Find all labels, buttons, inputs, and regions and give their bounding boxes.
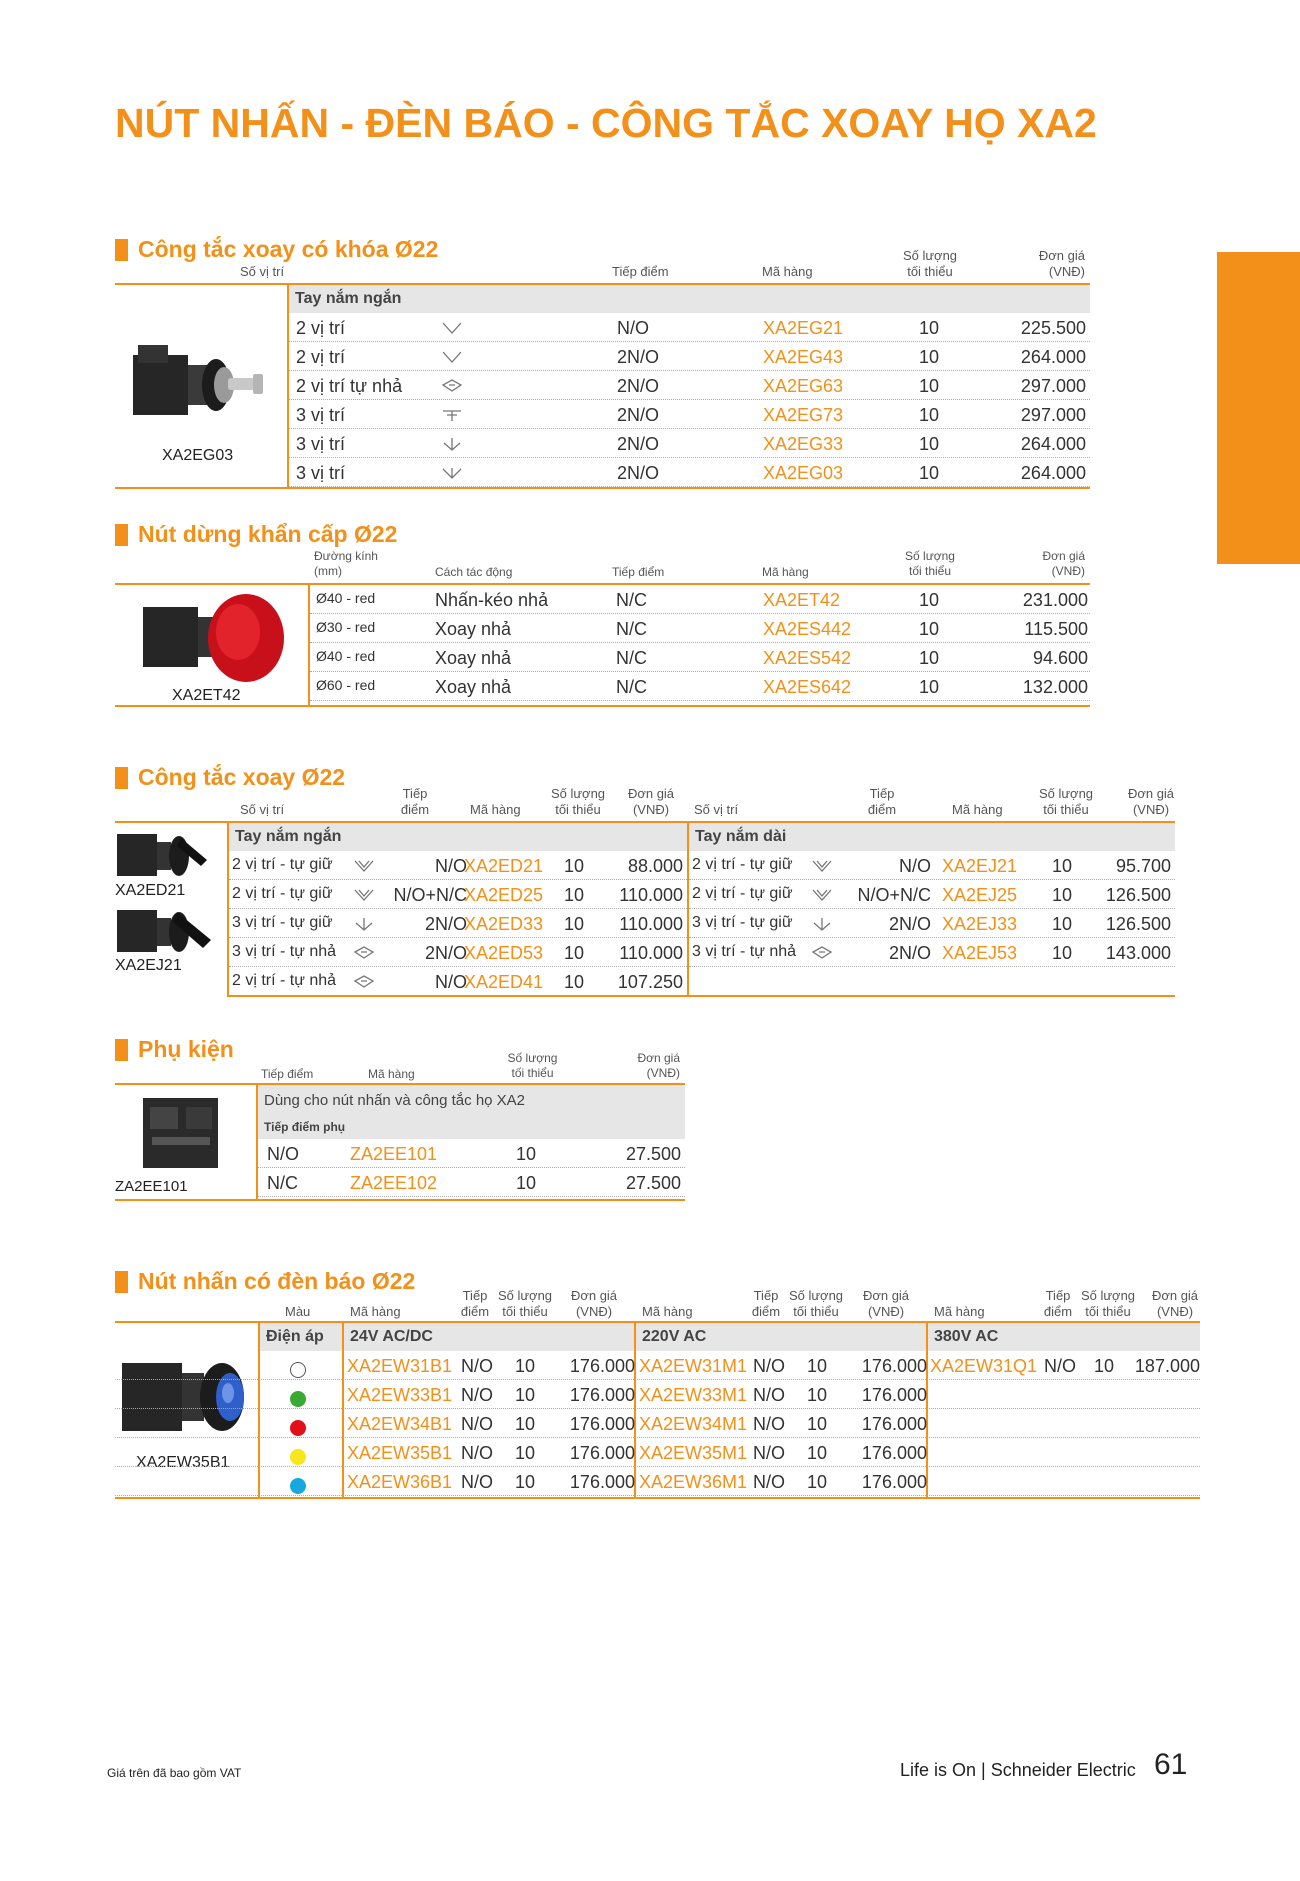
col-header-code: Mã hàng <box>762 264 813 279</box>
min-qty-cell: 10 <box>919 619 940 639</box>
min-qty-cell: 10 <box>919 318 940 338</box>
col-header-price: Đơn giá (VNĐ) <box>627 786 675 817</box>
col-header-color: Màu <box>285 1304 311 1319</box>
price-cell: 126.500 <box>1105 885 1171 905</box>
icon-cell <box>441 348 463 369</box>
price-24v: 176.000 <box>569 1443 635 1463</box>
position-diamond-icon <box>353 946 375 960</box>
col-header-min-qty-right: Số lượng tối thiểu <box>1038 786 1094 817</box>
contact-cell: 2N/O <box>424 943 467 963</box>
section-keylock-switch-header <box>115 236 438 263</box>
diameter-cell: Ø30 - red <box>316 619 376 635</box>
product-code: XA2EG43 <box>763 347 844 367</box>
price-cell: 264.000 <box>1020 434 1086 454</box>
table-row <box>115 1380 1200 1409</box>
col-header-action: Cách tác động <box>435 565 513 579</box>
position-down-icon <box>811 917 833 931</box>
table-row <box>229 909 687 938</box>
price-220v: 176.000 <box>861 1443 927 1463</box>
contact-24v: N/O <box>461 1385 494 1405</box>
cyan-indicator-dot <box>290 1478 306 1494</box>
product-code-24v: XA2EW31B1 <box>347 1356 453 1376</box>
table-row <box>310 614 1090 643</box>
contact-cell: 2N/O <box>888 914 931 934</box>
icon-cell <box>441 406 463 427</box>
contact-cell: N/C <box>616 648 647 668</box>
product-code-220v: XA2EW36M1 <box>639 1472 748 1492</box>
contact-cell: N/O <box>898 856 931 876</box>
product-code: XA2EJ21 <box>942 856 1018 876</box>
product-code-220v: XA2EW35M1 <box>639 1443 748 1463</box>
col-header-price-right: Đơn giá (VNĐ) <box>1127 786 1175 817</box>
product-code: XA2ES642 <box>763 677 852 697</box>
table-row <box>229 938 687 967</box>
product-image-xa2ej21 <box>115 906 215 956</box>
table-row <box>115 1351 1200 1380</box>
col-header-contact-24v: Tiếp điểm <box>460 1288 490 1319</box>
contact-cell: N/O+N/C <box>857 885 931 905</box>
min-qty-cell: 10 <box>919 405 940 425</box>
contact-220v: N/O <box>753 1443 786 1463</box>
product-code: ZA2EE102 <box>350 1173 438 1193</box>
product-code-24v: XA2EW34B1 <box>347 1414 453 1434</box>
table-row <box>258 1139 685 1168</box>
min-qty-cell: 10 <box>919 347 940 367</box>
diameter-cell: Ø60 - red <box>316 677 376 693</box>
red-indicator-dot <box>290 1420 306 1436</box>
product-code: XA2ED53 <box>464 943 544 963</box>
product-caption: XA2EJ21 <box>115 957 182 974</box>
col-header-positions: Số vị trí <box>240 264 285 279</box>
col-header-price-220v: Đơn giá (VNĐ) <box>862 1288 910 1319</box>
side-tab-marker <box>1217 252 1300 564</box>
table-row <box>289 429 1090 458</box>
white-indicator-dot <box>290 1362 306 1378</box>
table-row <box>310 585 1090 614</box>
col-header-min-qty: Số lượng tối thiểu <box>905 549 955 578</box>
subheader-24v: 24V AC/DC <box>344 1323 634 1351</box>
col-header-contact-220v: Tiếp điểm <box>751 1288 781 1319</box>
min-qty-cell: 10 <box>919 463 940 483</box>
min-qty-cell: 10 <box>564 972 585 992</box>
min-qty-cell: 10 <box>564 943 585 963</box>
col-header-code-24v: Mã hàng <box>350 1304 401 1319</box>
contact-cell: 2N/O <box>617 347 660 367</box>
icon-cell <box>353 857 375 878</box>
min-qty-220v: 10 <box>807 1443 828 1463</box>
min-qty-cell: 10 <box>564 885 585 905</box>
price-24v: 176.000 <box>569 1472 635 1492</box>
section-accessories-header <box>115 1036 234 1063</box>
contact-24v: N/O <box>461 1414 494 1434</box>
price-cell: 297.000 <box>1020 405 1086 425</box>
subheader-380v: 380V AC <box>928 1323 1200 1351</box>
contact-cell: N/O <box>617 318 650 338</box>
icon-cell <box>441 435 463 456</box>
subheader-short-handle: Tay nắm ngắn <box>289 285 1090 313</box>
contact-220v: N/O <box>753 1472 786 1492</box>
contact-24v: N/O <box>461 1443 494 1463</box>
col-header-code: Mã hàng <box>368 1067 415 1081</box>
product-code: XA2EG33 <box>763 434 844 454</box>
product-image-xa2et42 <box>138 592 298 688</box>
col-header-diameter: Đường kính (mm) <box>314 549 378 578</box>
min-qty-cell: 10 <box>516 1173 537 1193</box>
product-code: XA2ED41 <box>464 972 544 992</box>
col-header-contact: Tiếp điểm <box>400 786 430 817</box>
icon-cell <box>353 915 375 936</box>
table-row <box>229 880 687 909</box>
col-header-code: Mã hàng <box>762 565 809 579</box>
table-row <box>115 1438 1200 1467</box>
product-caption: ZA2EE101 <box>115 1178 188 1195</box>
min-qty-24v: 10 <box>515 1385 536 1405</box>
section-title: Nút dừng khẩn cấp Ø22 <box>138 521 398 547</box>
min-qty-220v: 10 <box>807 1472 828 1492</box>
icon-cell <box>811 915 833 936</box>
col-header-contact: Tiếp điểm <box>612 565 665 579</box>
min-qty-220v: 10 <box>807 1414 828 1434</box>
product-code: XA2ES542 <box>763 648 852 668</box>
product-code: XA2EG63 <box>763 376 844 396</box>
section-title: Công tắc xoay có khóa Ø22 <box>138 236 439 262</box>
section-title: Công tắc xoay Ø22 <box>138 764 346 790</box>
position-wv-icon <box>441 466 463 480</box>
product-code-24v: XA2EW35B1 <box>347 1443 453 1463</box>
col-header-positions-right: Số vị trí <box>694 802 739 817</box>
col-header-price: Đơn giá (VNĐ) <box>1042 549 1085 578</box>
table-row <box>689 909 1175 938</box>
position-down-icon <box>353 917 375 931</box>
price-cell: 110.000 <box>619 943 683 963</box>
position-cell: 2 vị trí - tự nhả <box>232 972 337 989</box>
section-emergency-stop-header <box>115 521 397 548</box>
price-cell: 132.000 <box>1022 677 1088 697</box>
table-row <box>289 458 1090 487</box>
footer-brand: Life is On | Schneider Electric <box>900 1760 1136 1780</box>
position-cell: 3 vị trí <box>296 405 346 425</box>
price-cell: 94.600 <box>1032 648 1088 668</box>
yellow-indicator-dot <box>290 1449 306 1465</box>
section-marker <box>115 1271 128 1293</box>
price-cell: 264.000 <box>1020 347 1086 367</box>
min-qty-cell: 10 <box>919 590 940 610</box>
price-cell: 225.500 <box>1020 318 1086 338</box>
col-header-min-qty-220v: Số lượng tối thiểu <box>788 1288 844 1319</box>
section-marker <box>115 1039 128 1061</box>
col-header-price-380v: Đơn giá (VNĐ) <box>1151 1288 1199 1319</box>
contact-cell: 2N/O <box>617 376 660 396</box>
col-header-code-220v: Mã hàng <box>642 1304 693 1319</box>
col-header-contact: Tiếp điểm <box>612 264 669 279</box>
position-vhold-icon <box>353 859 375 873</box>
product-code: XA2ED33 <box>464 914 544 934</box>
col-header-price: Đơn giá (VNĐ) <box>1038 248 1085 279</box>
min-qty-cell: 10 <box>919 434 940 454</box>
contact-220v: N/O <box>753 1414 786 1434</box>
icon-cell <box>441 319 463 340</box>
product-code: XA2EG03 <box>763 463 844 483</box>
footer-vat-note: Giá trên đã bao gồm VAT <box>107 1766 242 1780</box>
price-220v: 176.000 <box>861 1472 927 1492</box>
icon-cell <box>811 886 833 907</box>
price-24v: 176.000 <box>569 1356 635 1376</box>
subheader-usage: Dùng cho nút nhấn và công tắc họ XA2 <box>258 1085 685 1115</box>
table-row <box>258 1168 685 1197</box>
product-code: XA2EJ53 <box>942 943 1018 963</box>
subheader-aux-contact: Tiếp điểm phụ <box>258 1115 685 1139</box>
contact-cell: N/O <box>434 972 467 992</box>
contact-cell: N/C <box>616 590 647 610</box>
price-cell: 88.000 <box>627 856 683 876</box>
position-cell: 3 vị trí - tự nhả <box>232 943 337 960</box>
price-cell: 27.500 <box>625 1173 681 1193</box>
table-row <box>289 342 1090 371</box>
col-header-positions: Số vị trí <box>240 802 285 817</box>
section-pilot-push-button-header <box>115 1268 415 1295</box>
min-qty-cell: 10 <box>919 648 940 668</box>
position-cell: 2 vị trí - tự giữ <box>232 856 333 873</box>
contact-380v: N/O <box>1044 1356 1077 1376</box>
col-header-code-right: Mã hàng <box>952 802 1003 817</box>
min-qty-24v: 10 <box>515 1443 536 1463</box>
product-code: XA2ES442 <box>763 619 852 639</box>
product-code: XA2EJ25 <box>942 885 1018 905</box>
contact-cell: N/O+N/C <box>393 885 467 905</box>
table-row <box>289 371 1090 400</box>
contact-cell: N/O <box>434 856 467 876</box>
section-marker <box>115 524 128 546</box>
product-code-380v: XA2EW31Q1 <box>930 1356 1038 1376</box>
price-cell: 107.250 <box>617 972 683 992</box>
product-code-24v: XA2EW33B1 <box>347 1385 453 1405</box>
contact-cell: 2N/O <box>617 434 660 454</box>
action-cell: Xoay nhả <box>435 648 512 668</box>
icon-cell <box>811 944 833 965</box>
min-qty-cell: 10 <box>564 914 585 934</box>
product-code-220v: XA2EW33M1 <box>639 1385 748 1405</box>
col-header-min-qty-380v: Số lượng tối thiểu <box>1080 1288 1136 1319</box>
price-24v: 176.000 <box>569 1414 635 1434</box>
subheader-long-handle: Tay nắm dài <box>689 823 1175 851</box>
table-row <box>689 851 1175 880</box>
table-row <box>289 400 1090 429</box>
product-code-24v: XA2EW36B1 <box>347 1472 453 1492</box>
subheader-short-handle: Tay nắm ngắn <box>229 823 687 851</box>
position-cell: 3 vị trí <box>296 434 346 454</box>
table-row <box>289 313 1090 342</box>
col-header-min-qty: Số lượng tối thiểu <box>550 786 606 817</box>
position-cell: 2 vị trí - tự giữ <box>692 885 793 902</box>
position-cell: 2 vị trí tự nhả <box>296 376 403 396</box>
product-code: ZA2EE101 <box>350 1144 438 1164</box>
icon-cell <box>441 464 463 485</box>
price-220v: 176.000 <box>861 1414 927 1434</box>
table-row <box>689 938 1175 967</box>
position-down-icon <box>441 437 463 451</box>
position-cell: 2 vị trí - tự giữ <box>232 885 333 902</box>
diameter-cell: Ø40 - red <box>316 648 376 664</box>
subheader-220v: 220V AC <box>636 1323 926 1351</box>
col-header-price-24v: Đơn giá (VNĐ) <box>570 1288 618 1319</box>
diameter-cell: Ø40 - red <box>316 590 376 606</box>
product-image-xa2eg03 <box>128 330 268 440</box>
product-image-xa2ed21 <box>115 826 215 884</box>
col-header-contact-right: Tiếp điểm <box>867 786 897 817</box>
page-number: 61 <box>1154 1748 1188 1781</box>
section-marker <box>115 239 128 261</box>
product-code: XA2ED25 <box>464 885 544 905</box>
price-cell: 126.500 <box>1105 914 1171 934</box>
table-row <box>229 851 687 880</box>
position-cell: 3 vị trí - tự giữ <box>692 914 793 931</box>
position-vhold-icon <box>811 859 833 873</box>
product-image-za2ee101 <box>138 1093 228 1173</box>
table-row <box>115 1409 1200 1438</box>
section-title: Phụ kiện <box>138 1036 234 1062</box>
price-380v: 187.000 <box>1134 1356 1200 1376</box>
min-qty-cell: 10 <box>1052 914 1073 934</box>
icon-cell <box>811 857 833 878</box>
icon-cell <box>353 886 375 907</box>
min-qty-220v: 10 <box>807 1385 828 1405</box>
table-row <box>310 643 1090 672</box>
product-code-220v: XA2EW31M1 <box>639 1356 748 1376</box>
price-cell: 27.500 <box>625 1144 681 1164</box>
min-qty-cell: 10 <box>564 856 585 876</box>
contact-cell: N/C <box>616 619 647 639</box>
col-header-price: Đơn giá (VNĐ) <box>637 1051 680 1080</box>
position-vhold-icon <box>811 888 833 902</box>
price-cell: 95.700 <box>1115 856 1171 876</box>
min-qty-cell: 10 <box>1052 856 1073 876</box>
subheader-voltage: Điện áp <box>260 1323 342 1351</box>
section-selector-switch-header <box>115 764 345 791</box>
product-code-220v: XA2EW34M1 <box>639 1414 748 1434</box>
page-title: NÚT NHẤN - ĐÈN BÁO - CÔNG TẮC XOAY HỌ XA2 <box>115 100 1097 146</box>
action-cell: Nhấn-kéo nhả <box>435 590 549 610</box>
price-cell: 231.000 <box>1022 590 1088 610</box>
section-title: Nút nhấn có đèn báo Ø22 <box>138 1268 416 1294</box>
position-v-icon <box>441 350 463 364</box>
position-three-icon <box>441 408 463 422</box>
price-cell: 143.000 <box>1105 943 1171 963</box>
price-24v: 176.000 <box>569 1385 635 1405</box>
price-cell: 264.000 <box>1020 463 1086 483</box>
table-row <box>229 967 687 996</box>
col-header-contact-380v: Tiếp điểm <box>1043 1288 1073 1319</box>
position-diamond-icon <box>441 379 463 393</box>
position-cell: 3 vị trí <box>296 463 346 483</box>
green-indicator-dot <box>290 1391 306 1407</box>
position-vhold-icon <box>353 888 375 902</box>
product-caption: XA2EG03 <box>162 447 234 464</box>
position-cell: 2 vị trí - tự giữ <box>692 856 793 873</box>
contact-cell: 2N/O <box>617 405 660 425</box>
min-qty-cell: 10 <box>1052 885 1073 905</box>
min-qty-24v: 10 <box>515 1472 536 1492</box>
contact-24v: N/O <box>461 1472 494 1492</box>
min-qty-220v: 10 <box>807 1356 828 1376</box>
position-cell: 2 vị trí <box>296 318 346 338</box>
contact-220v: N/O <box>753 1385 786 1405</box>
price-220v: 176.000 <box>861 1385 927 1405</box>
col-header-contact: Tiếp điểm <box>261 1067 314 1081</box>
table-row <box>310 672 1090 701</box>
product-code: XA2ED21 <box>464 856 544 876</box>
position-v-icon <box>441 321 463 335</box>
contact-220v: N/O <box>753 1356 786 1376</box>
min-qty-24v: 10 <box>515 1356 536 1376</box>
col-header-code-380v: Mã hàng <box>934 1304 985 1319</box>
product-code: XA2EJ33 <box>942 914 1018 934</box>
product-code: XA2ET42 <box>763 590 841 610</box>
product-caption: XA2ED21 <box>115 882 186 899</box>
icon-cell <box>353 973 375 994</box>
action-cell: Xoay nhả <box>435 677 512 697</box>
position-cell: 3 vị trí - tự nhả <box>692 943 797 960</box>
table-row <box>689 880 1175 909</box>
position-cell: 2 vị trí <box>296 347 346 367</box>
col-header-min-qty-24v: Số lượng tối thiểu <box>497 1288 553 1319</box>
icon-cell <box>353 944 375 965</box>
product-code: XA2EG21 <box>763 318 844 338</box>
min-qty-cell: 10 <box>1052 943 1073 963</box>
min-qty-24v: 10 <box>515 1414 536 1434</box>
contact-cell: N/O <box>267 1144 300 1164</box>
position-diamond-icon <box>353 975 375 989</box>
table-row <box>115 1467 1200 1496</box>
min-qty-380v: 10 <box>1094 1356 1115 1376</box>
price-cell: 110.000 <box>619 885 683 905</box>
min-qty-cell: 10 <box>919 376 940 396</box>
contact-cell: 2N/O <box>424 914 467 934</box>
price-220v: 176.000 <box>861 1356 927 1376</box>
col-header-code: Mã hàng <box>470 802 521 817</box>
product-code: XA2EG73 <box>763 405 844 425</box>
contact-cell: 2N/O <box>888 943 931 963</box>
contact-cell: N/C <box>616 677 647 697</box>
product-caption: XA2ET42 <box>172 687 241 704</box>
contact-24v: N/O <box>461 1356 494 1376</box>
price-cell: 297.000 <box>1020 376 1086 396</box>
contact-cell: N/C <box>267 1173 298 1193</box>
price-cell: 110.000 <box>619 914 683 934</box>
min-qty-cell: 10 <box>919 677 940 697</box>
col-header-min-qty: Số lượng tối thiểu <box>902 248 958 279</box>
contact-cell: 2N/O <box>617 463 660 483</box>
section-marker <box>115 767 128 789</box>
position-diamond-icon <box>811 946 833 960</box>
icon-cell <box>441 377 463 398</box>
min-qty-cell: 10 <box>516 1144 537 1164</box>
col-header-min-qty: Số lượng tối thiểu <box>507 1051 558 1080</box>
product-caption: XA2EW35B1 <box>136 1454 230 1471</box>
action-cell: Xoay nhả <box>435 619 512 639</box>
price-cell: 115.500 <box>1024 619 1088 639</box>
position-cell: 3 vị trí - tự giữ <box>232 914 333 931</box>
